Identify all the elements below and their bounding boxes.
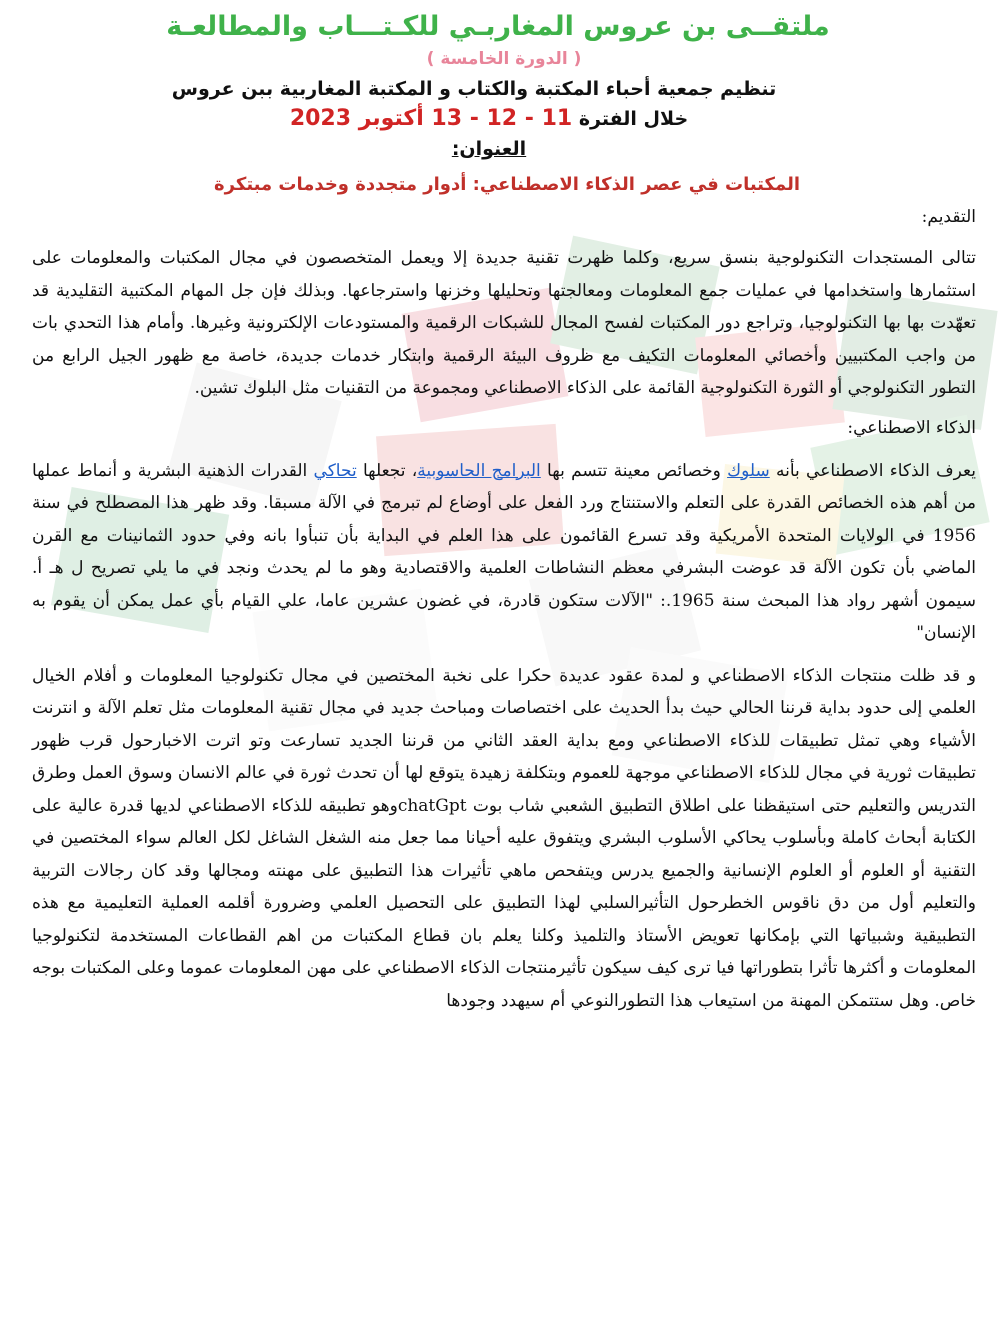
- ai-text-4: القدرات الذهنية البشرية و أنماط عملها من أهم هذه الخصائص القدرة على التعلم والاستنتاج ورد الفعل على أوضاع لم تبرمج في الآلة مسبقا. وقد ظهر هذا المصطلح في سنة 1956 في الولايات المتحدة الأمريكية وقد تسرع القائمون على هذا العلم في البداية بأن تنبأوا بانه وفي حدود الثمانينات مع القرن الماضي بأن تكون الآلة قد عوضت البشرفي معظم النشاطات العلمية والاقتصادية وهو ما لم يحدث ونجد في ما يلي تصريح ل هـ أ. سيمون أشهر رواد هذا المبحث سنة 1965.: "الآلات ستكون قادرة، في غضون عشرين عاما، علي القيام بأي عمل يمكن أن يقوم به الإنسان": [32, 460, 976, 643]
- period-prefix: خلال الفترة: [578, 108, 689, 130]
- organizer-line: تنظيم جمعية أحباء المكتبة والكتاب و المكتبة المغاربية ببن عروس: [171, 78, 777, 100]
- document-header: [32, 8, 976, 164]
- period-dates: 11 - 12 - 13 أكتوبر 2023: [289, 106, 573, 131]
- ai-text-2: وخصائص معينة تتسم بها: [540, 460, 728, 481]
- page-title: ملتقــى بن عروس المغاربـي للكـتـــاب والمطالعـة: [166, 11, 830, 42]
- period-line: [32, 104, 976, 134]
- link-behavior[interactable]: سلوك: [727, 460, 770, 481]
- ai-heading: الذكاء الاصطناعي:: [847, 417, 976, 438]
- link-computer-programs[interactable]: البرامج الحاسوبية: [417, 460, 541, 481]
- edition-label: ( الدورة الخامسة ): [426, 49, 582, 69]
- ai-text-1: يعرف الذكاء الاصطناعي بأنه: [769, 460, 976, 481]
- ai-paragraph: [32, 455, 976, 650]
- link-simulate[interactable]: تحاكي: [313, 460, 357, 481]
- subject-label: العنوان:: [451, 138, 527, 160]
- subject-title: المكتبات في عصر الذكاء الاصطناعي: أدوار متجددة وخدمات مبتكرة: [214, 174, 800, 195]
- intro-heading: التقديم:: [921, 207, 976, 227]
- ai-text-3: ، تجعلها: [356, 460, 418, 481]
- intro-paragraph: تتالى المستجدات التكنولوجية بنسق سريع، وكلما ظهرت تقنية جديدة إلا ويعمل المتخصصون في مجال المكتبات والمعلومات على استثمارها واستخدامها في عمليات جمع المعلومات ومعالجتها وتحليلها وخزنها واسترجاعها. وبذلك فإن جل المهام المكتبية التقليدية قد تعهّدت بها بها التكنولوجيا، وتراجع دور المكتبات لفسح المجال للشبكات الرقمية والمستودعات الإلكترونية وغيرها. وأمام هذا التحدي بات من واجب المكتبيين وأخصائي المعلومات التكيف مع ظروف البيئة الرقمية وابتكار خدمات جديدة، خاصة مع ظهور الجيل الرابع من التطور التكنولوجي أو الثورة التكنولوجية القائمة على الذكاء الاصطناعي ومجموعة من التقنيات مثل البلوك تشين.: [32, 248, 977, 398]
- chatgpt-paragraph: و قد ظلت منتجات الذكاء الاصطناعي و لمدة عقود عديدة حكرا على نخبة المختصين في مجال تكنولوجيا المعلومات و أفلام الخيال العلمي إلى حدود بداية قرننا الحالي حيث بدأ الحديث على اختصاصات ومباحث جديد في مجال تقنية المعلومات مثل تعلم الآلة و انترنت الأشياء وهي تمثل تطبيقات للذكاء الاصطناعي ومع بداية العقد الثاني من قرننا الجديد تسارعت وتو اترت الاخبارحول قرب ظهور تطبيقات ثورية في مجال للذكاء الاصطناعي موجهة للعموم وبتكلفة زهيدة يتوقع لها أن تحدث ثورة في عالم الانسان وسوق العمل وطرق التدريس والتعليم حتى استيقظنا على اطلاق التطبيق الشعبي شاب بوت chatGptوهو تطبيقه للذكاء الاصطناعي لديها قدرة عالية على الكتابة أبحاث كاملة وبأسلوب يحاكي الأسلوب البشري ويتفوق عليه أحيانا مما جعل منه الشغل الشاغل لكل العالم سواء المختصين في التقنية أو العلوم أو العلوم الإنسانية والجميع يدرس ويتفحص ماهي تأثيرات هذا التطبيق على مهنته ومجالها وقد كان رجالات التربية والتعليم أول من دق ناقوس الخطرحول التأثيرالسلبي لهذا التطبيق على التحصيل العلمي وضرورة أقلمه العملية التعليمية مع هذه التطبيقية وشبياتها التي بإمكانها تعويض الأستاذ والتلميذ وكلنا يعلم بان قطاع المكتبات من اهم القطاعات المستخدمة لتكنولوجيا المعلومات و أكثرها تأثرا بتطوراتها فيا ترى كيف سيكون تأثيرمنتجات الذكاء الاصطناعي على مهن المعلومات عموما وعلى المكتبات بوجه خاص. وهل ستتمكن المهنة من استيعاب هذا التطورالنوعي أم سيهدد وجودها: [32, 665, 976, 1011]
